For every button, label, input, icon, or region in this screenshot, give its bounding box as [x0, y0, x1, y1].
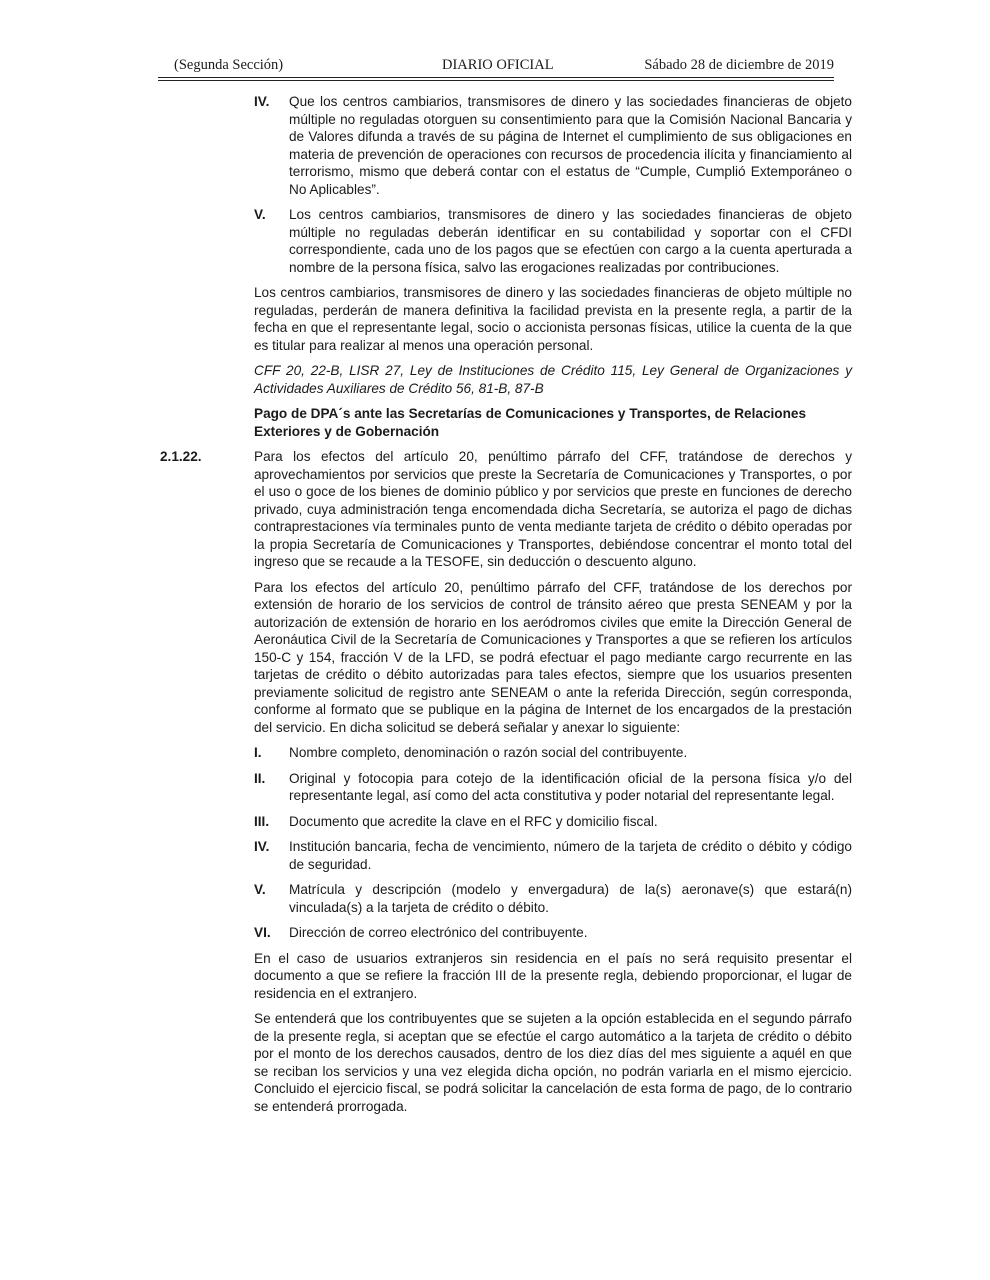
item-text: Dirección de correo electrónico del contribuyente.: [289, 925, 588, 940]
list-item: [254, 93, 852, 198]
rule-heading: Pago de DPA´s ante las Secretarías de Comunicaciones y Transportes, de Relaciones Exteriores y de Gobernación: [254, 406, 807, 439]
item-number: V.: [254, 207, 266, 222]
item-number: IV.: [254, 839, 270, 854]
paragraph-loss-of-benefit: Los centros cambiarios, transmisores de dinero y las sociedades financieras de objeto múltiple no reguladas, perderán de manera definitiva la facilidad prevista en la presente regla, a partir de la fecha en que el representante legal, socio o accionista personas físicas, utilice la cuenta de la que es titular para realizar al menos una operación personal.: [254, 285, 852, 353]
item-number: V.: [254, 882, 266, 897]
item-text: Matrícula y descripción (modelo y envergadura) de la(s) aeronave(s) que estará(n) vinculada(s) a la tarjeta de crédito o débito.: [289, 882, 852, 915]
item-text: Institución bancaria, fecha de vencimiento, número de la tarjeta de crédito o débito y código de seguridad.: [289, 839, 852, 872]
item-text: Original y fotocopia para cotejo de la identificación oficial de la persona física y/o del representante legal, así como del acta constitutiva y poder notarial del representante legal.: [289, 770, 852, 803]
list-item: [254, 924, 852, 942]
item-number: III.: [254, 813, 270, 829]
document-body: [160, 93, 852, 1123]
item-number: I.: [254, 745, 262, 760]
legal-references: CFF 20, 22-B, LISR 27, Ley de Instituciones de Crédito 115, Ley General de Organizaciones y Actividades Auxiliares de Crédito 56, 81-B, 87-B: [254, 363, 852, 396]
item-text: Los centros cambiarios, transmisores de dinero y las sociedades financieras de objeto múltiple no reguladas deberán identificar en su contabilidad y soportar con el CFDI correspondiente, cada uno de los pagos que se efectúen con cargo a la cuenta aperturada a nombre de la persona física, salvo las erogaciones realizadas por contribuciones.: [289, 207, 852, 275]
list-item: [254, 744, 852, 762]
list-item: [254, 813, 852, 831]
item-text: Documento que acredite la clave en el RFC y domicilio fiscal.: [289, 813, 658, 829]
header-date: Sábado 28 de diciembre de 2019: [644, 57, 834, 73]
item-number: IV.: [254, 94, 270, 109]
rule-paragraph-1: Para los efectos del artículo 20, penúltimo párrafo del CFF, tratándose de derechos y aprovechamientos por servicios que preste la Secretaría de Comunicaciones y Transportes, o por el uso o goce de los bienes de dominio público y por servicios que preste en funciones de derecho privado, cuya administración tenga encomendada dicha Secretaría, se autoriza el pago de dichas contraprestaciones vía terminales punto de venta mediante tarjeta de crédito o débito operadas por la propia Secretaría de Comunicaciones y Transportes, debiéndose concentrar el monto total del ingreso que se recaude a la TESOFE, sin deducción o descuento alguno.: [254, 449, 852, 569]
page-header: [158, 57, 834, 78]
rule-paragraph-2: Para los efectos del artículo 20, penúltimo párrafo del CFF, tratándose de los derechos por extensión de horario de los servicios de control de tránsito aéreo que presta SENEAM y por la autorización de extensión de horario en los aeródromos civiles que emite la Dirección General de Aeronáutica Civil de la Secretaría de Comunicaciones y Transportes a que se refieren los artículos 150-C y 154, fracción V de la LFD, se podrá efectuar el pago mediante cargo recurrente en las tarjetas de crédito o débito autorizadas para tales efectos, siempre que los usuarios presenten previamente solicitud de registro ante SENEAM o ante la referida Dirección, según corresponda, conforme al formato que se publique en la página de Internet de los encargados de la prestación del servicio. En dicha solicitud se deberá señalar y anexar lo siguiente:: [254, 579, 852, 735]
rule-paragraph-4: Se entenderá que los contribuyentes que se sujeten a la opción establecida en el segundo párrafo de la presente regla, si aceptan que se efectúe el cargo automático a la tarjeta de crédito o débito por el monto de los derechos causados, dentro de los diez días del mes siguiente a aquél en que se reciban los servicios y una vez elegida dicha opción, no podrán variarla en el mismo ejercicio. Concluido el ejercicio fiscal, se podrá solicitar la cancelación de esta forma de pago, de lo contrario se entenderá prorrogada.: [254, 1011, 852, 1114]
list-item: [254, 881, 852, 916]
item-number: VI.: [254, 925, 271, 940]
item-number: II.: [254, 770, 266, 786]
list-item: [254, 838, 852, 873]
item-text: Que los centros cambiarios, transmisores de dinero y las sociedades financieras de objeto múltiple no reguladas otorguen su consentimiento para que la Comisión Nacional Bancaria y de Valores difunda a través de su página de Internet el cumplimiento de sus obligaciones en materia de prevención de operaciones con recursos de procedencia ilícita y financiamiento al terrorismo, mismo que deberá contar con el estatus de “Cumple, Cumplió Extemporáneo o No Aplicables”.: [289, 94, 852, 197]
list-item: [254, 206, 852, 276]
header-publication: DIARIO OFICIAL: [442, 57, 554, 73]
list-item: [254, 770, 852, 805]
header-section: (Segunda Sección): [174, 57, 284, 73]
item-text: Nombre completo, denominación o razón social del contribuyente.: [289, 745, 688, 760]
rule-number: 2.1.22.: [160, 449, 202, 464]
rule-paragraph-3: En el caso de usuarios extranjeros sin residencia en el país no será requisito presentar el documento a que se refiere la fracción III de la presente regla, debiendo proporcionar, el lugar de residencia en el extranjero.: [254, 950, 852, 1001]
rule-2-1-22: [160, 448, 852, 571]
